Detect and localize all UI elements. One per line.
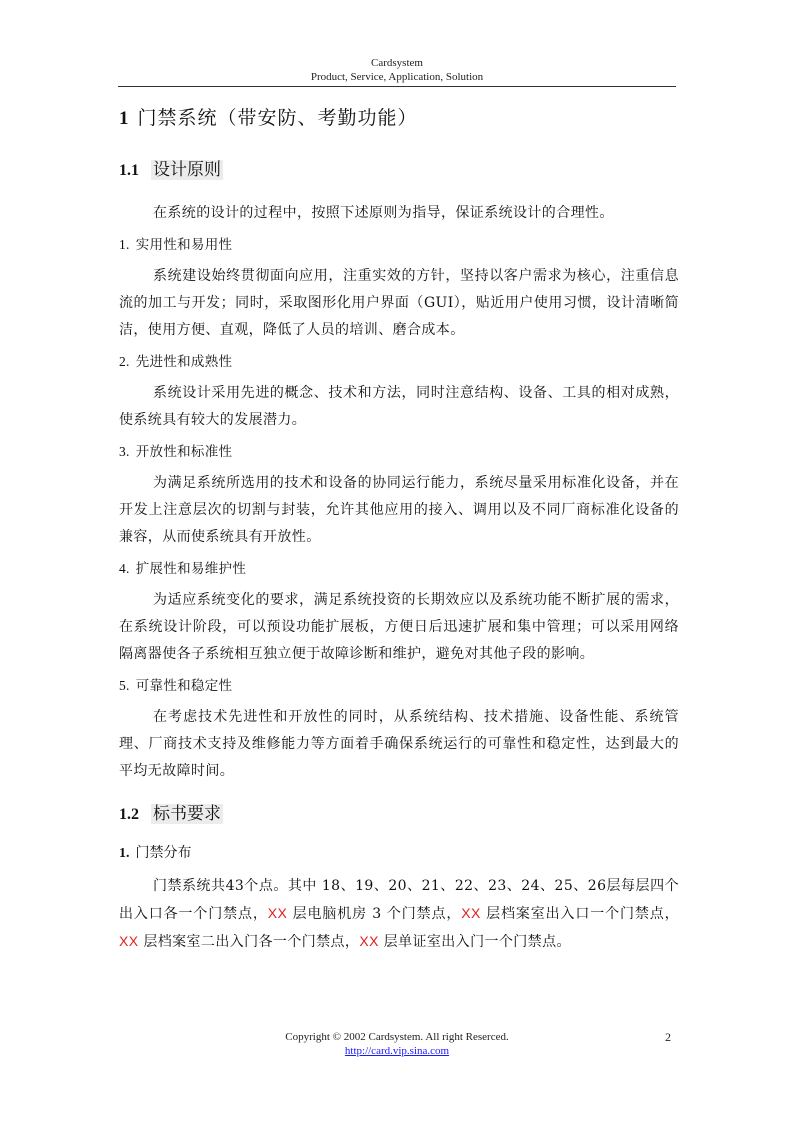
section-number: 1.2	[119, 806, 139, 823]
footer-url-link[interactable]: http://card.vip.sina.com	[344, 1045, 450, 1057]
section-intro: 在系统的设计的过程中，按照下述原则为指导，保证系统设计的合理性。	[153, 205, 614, 221]
document-body	[119, 102, 679, 956]
section-title: 标书要求	[153, 804, 221, 824]
access-point-distribution: 门禁系统共43个点。其中 18、19、20、21、22、23、24、25、26层每层四个出入口各一个门禁点，XX 层电脑机房 3 个门禁点，XX 层档案室出入口一个门禁点，XX 层档案室二出入门各一个门禁点，XX 层单证室出入门一个门禁点。	[119, 878, 680, 950]
principle-heading-2: 2. 先进性和成熟性	[119, 354, 233, 370]
placeholder-xx: XX	[461, 905, 481, 921]
principle-text-2: 系统设计采用先进的概念、技术和方法，同时注意结构、设备、工具的相对成熟，使系统具有较大的发展潜力。	[119, 385, 679, 428]
placeholder-xx: XX	[359, 933, 379, 949]
subsection-heading: 1. 门禁分布	[119, 845, 192, 861]
principle-text-5: 在考虑技术先进性和开放性的同时，从系统结构、技术措施、设备性能、系统管理、厂商技术支持及维修能力等方面着手确保系统运行的可靠性和稳定性，达到最大的平均无故障时间。	[119, 709, 679, 779]
page-header	[118, 56, 676, 84]
section-heading-1-2	[119, 799, 679, 830]
header-divider	[118, 86, 676, 87]
chapter-number: 1	[119, 108, 130, 129]
principle-text-1: 系统建设始终贯彻面向应用，注重实效的方针，坚持以客户需求为核心，注重信息流的加工与开发；同时，采取图形化用户界面（GUI），贴近用户使用习惯，设计清晰简洁，使用方便、直观，降低了人员的培训、磨合成本。	[119, 268, 679, 338]
chapter-title: 门禁系统（带安防、考勤功能）	[137, 107, 418, 129]
chapter-heading	[119, 102, 679, 135]
placeholder-xx: XX	[119, 933, 139, 949]
page-footer	[118, 1030, 676, 1058]
section-number: 1.1	[119, 162, 139, 179]
section-heading-1-1	[119, 155, 679, 186]
section-title: 设计原则	[153, 160, 221, 180]
page-number: 2	[665, 1030, 671, 1044]
footer-copyright: Copyright © 2002 Cardsystem. All right Reserced.	[285, 1031, 509, 1043]
principle-text-4: 为适应系统变化的要求，满足系统投资的长期效应以及系统功能不断扩展的需求，在系统设计阶段，可以预设功能扩展板，方便日后迅速扩展和集中管理；可以采用网络隔离器使各子系统相互独立便于故障诊断和维护，避免对其他子段的影响。	[119, 592, 679, 662]
principle-heading-4: 4. 扩展性和易维护性	[119, 561, 247, 577]
principle-heading-1: 1. 实用性和易用性	[119, 237, 233, 253]
header-company: Cardsystem	[371, 57, 423, 69]
placeholder-xx: XX	[267, 905, 288, 921]
principle-heading-5: 5. 可靠性和稳定性	[119, 678, 233, 694]
principle-heading-3: 3. 开放性和标准性	[119, 444, 233, 460]
principle-text-3: 为满足系统所选用的技术和设备的协同运行能力，系统尽量采用标准化设备，并在开发上注意层次的切割与封装，允许其他应用的接入、调用以及不同厂商标准化设备的兼容，从而使系统具有开放性。	[119, 475, 679, 545]
header-tagline: Product, Service, Application, Solution	[310, 71, 484, 83]
